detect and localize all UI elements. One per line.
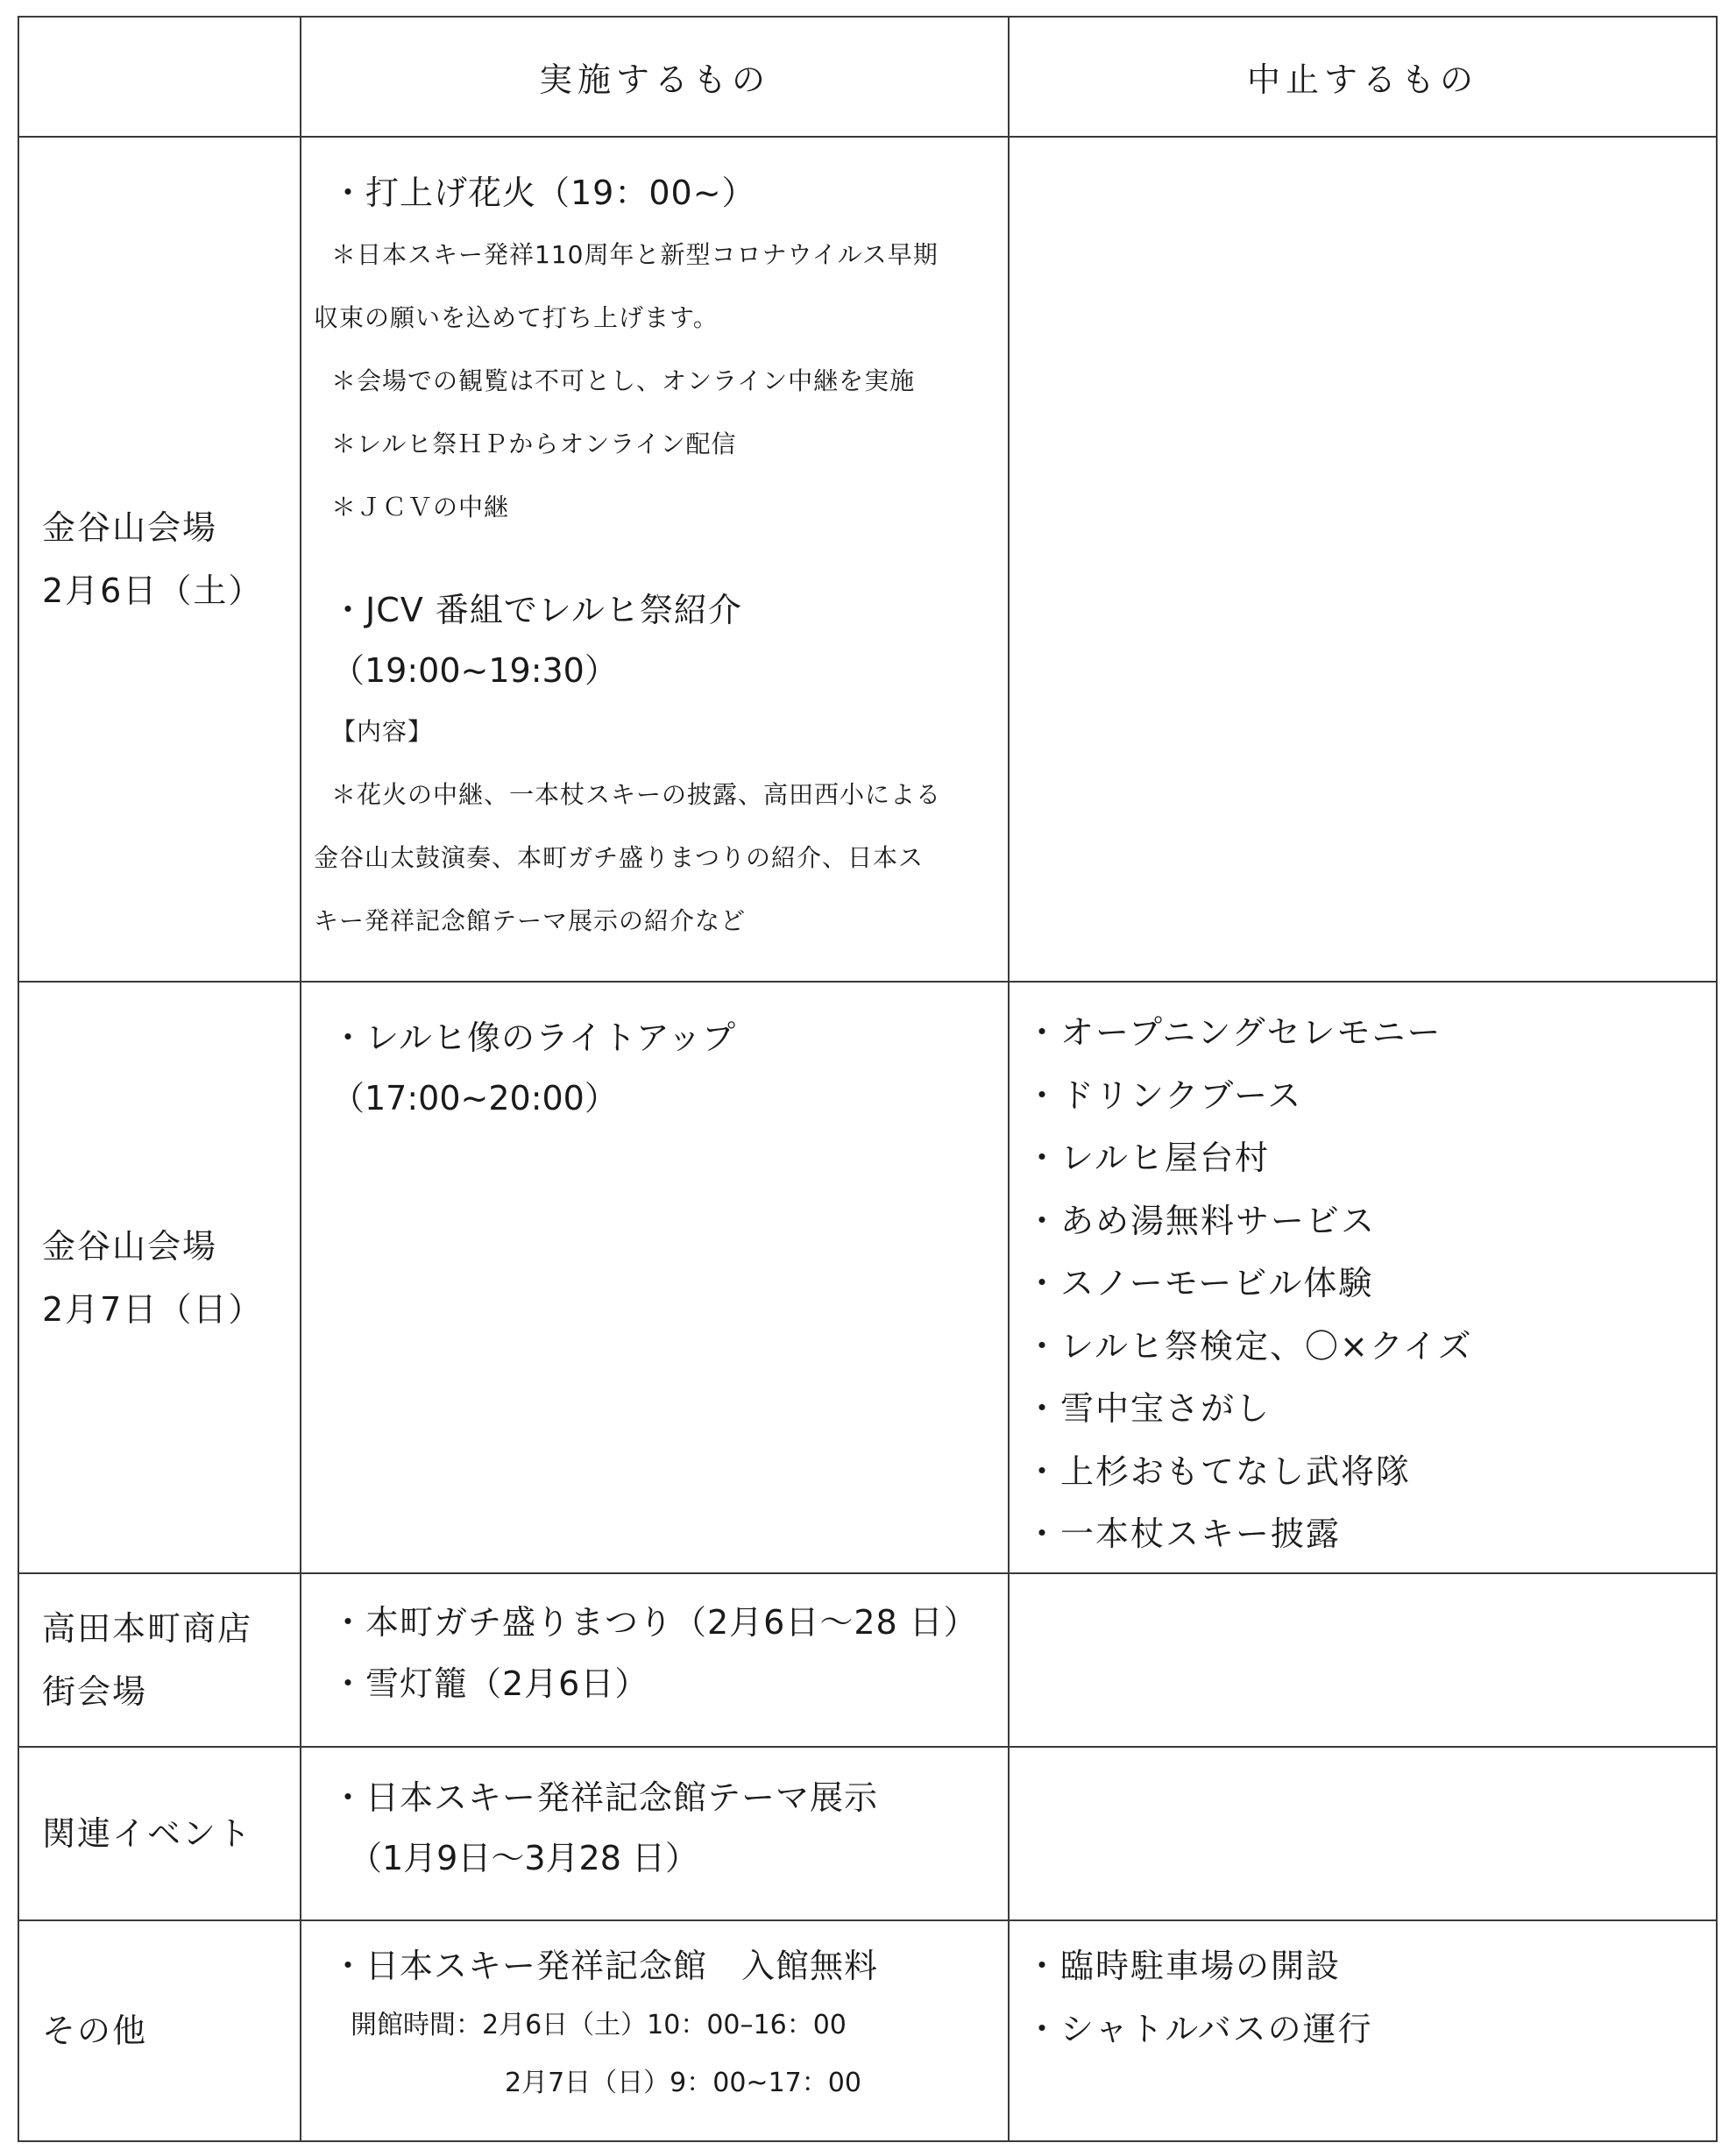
note-line: ＊ＪＣＶの中継 [331, 493, 510, 522]
category-label: その他 [42, 2012, 148, 2050]
cancel-item: ・臨時駐車場の開設 [1025, 1947, 1342, 1985]
do-item: ・レルヒ像のライトアップ [331, 1018, 737, 1057]
cancel-item: ・オープニングセレモニー [1025, 1013, 1442, 1052]
header-cancel-label: 中止するもの [1246, 60, 1478, 99]
do-item: ・日本スキー発祥記念館テーマ展示 [331, 1778, 879, 1817]
header-do-label: 実施するもの [538, 60, 770, 99]
note-line: 金谷山太鼓演奏、本町ガチ盛りまつりの紹介、日本ス [314, 843, 925, 872]
cancel-cell [1009, 1920, 1717, 2141]
table-row [18, 1573, 1717, 1747]
note-line: ＊日本スキー発祥110周年と新型コロナウイルス早期 [331, 240, 939, 269]
do-item: ・JCV 番組でレルヒ祭紹介 [331, 591, 742, 629]
do-item-time: （19:00~19:30） [331, 651, 618, 690]
cancel-item: ・雪中宝さがし [1025, 1389, 1272, 1428]
cancel-cell [1009, 982, 1717, 1573]
note-line: キー発祥記念館テーマ展示の紹介など [314, 906, 747, 935]
event-schedule-table [18, 16, 1718, 2142]
table-row [18, 1920, 1717, 2141]
row-label-cell [18, 1920, 301, 2141]
opening-hours-line: 2月7日（日）9：00~17：00 [505, 2068, 861, 2098]
table-row [18, 137, 1717, 982]
date-label: 2月7日（日） [42, 1289, 264, 1329]
do-cell [301, 982, 1009, 1573]
date-label: 2月6日（土） [42, 571, 264, 610]
cancel-cell [1009, 137, 1717, 982]
do-item: ・本町ガチ盛りまつり（2月6日～28 日） [331, 1603, 978, 1642]
cancel-item: ・スノーモービル体験 [1025, 1264, 1374, 1302]
row-label-cell [18, 1747, 301, 1920]
note-line: ＊レルヒ祭ＨＰからオンライン配信 [331, 429, 737, 458]
note-line: 収束の願いを込めて打ち上げます。 [314, 303, 719, 332]
category-label: 関連イベント [42, 1814, 253, 1853]
table-row [18, 1747, 1717, 1920]
note-line: ＊花火の中継、一本杖スキーの披露、高田西小による [331, 780, 942, 809]
do-cell [301, 1920, 1009, 2141]
note-line: ＊会場での観覧は不可とし、オンライン中継を実施 [331, 366, 916, 395]
table-row [18, 982, 1717, 1573]
cancel-item: ・あめ湯無料サービス [1025, 1201, 1377, 1240]
do-item: ・雪灯籠（2月6日） [331, 1664, 649, 1703]
cancel-item: ・レルヒ祭検定、〇×クイズ [1025, 1326, 1473, 1366]
opening-hours-line: 開館時間：2月6日（土）10：00–16：00 [351, 2010, 847, 2040]
note-line: 【内容】 [331, 717, 434, 746]
do-cell [301, 1747, 1009, 1920]
do-item: ・日本スキー発祥記念館 入館無料 [331, 1947, 879, 1985]
do-item-time: （1月9日～3月28 日） [349, 1839, 698, 1877]
do-item: ・打上げ花火（19：00~） [331, 174, 756, 212]
cancel-cell [1009, 1747, 1717, 1920]
venue-label: 街会場 [42, 1672, 148, 1711]
cancel-cell [1009, 1573, 1717, 1747]
cancel-item: ・ドリンクブース [1025, 1075, 1303, 1115]
cancel-item: ・一本杖スキー披露 [1025, 1515, 1342, 1553]
do-cell [301, 1573, 1009, 1747]
header-cancel-cell [1009, 17, 1717, 137]
venue-label: 金谷山会場 [42, 1226, 218, 1266]
cancel-item: ・レルヒ屋台村 [1025, 1139, 1271, 1177]
venue-label: 金谷山会場 [42, 508, 218, 547]
cancel-item: ・シャトルバスの運行 [1025, 2009, 1373, 2048]
header-do-cell [301, 17, 1009, 137]
cancel-item: ・上杉おもてなし武将隊 [1025, 1451, 1412, 1491]
header-empty-cell [18, 17, 301, 137]
do-item-time: （17:00~20:00） [331, 1079, 618, 1118]
row-label-cell [18, 982, 301, 1573]
venue-label: 高田本町商店 [42, 1609, 253, 1648]
do-cell [301, 137, 1009, 982]
row-label-cell [18, 1573, 301, 1747]
row-label-cell [18, 137, 301, 982]
header-row [18, 17, 1717, 137]
